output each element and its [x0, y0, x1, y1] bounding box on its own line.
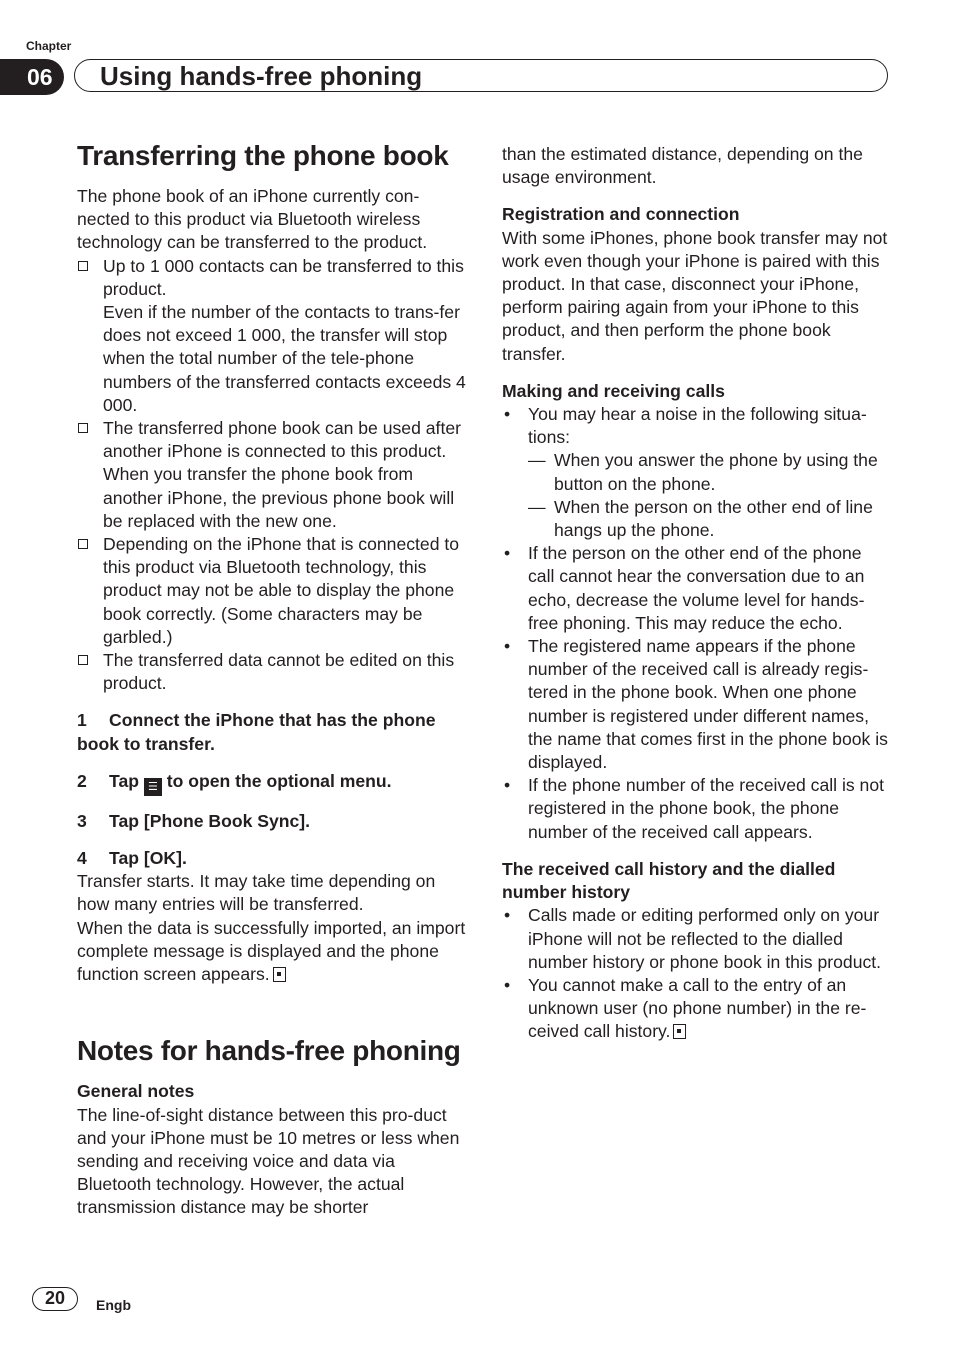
calls-list	[502, 403, 892, 844]
list-item-text: You cannot make a call to the entry of an unknown user (no phone number) in the re-ceived call history.	[528, 974, 867, 1042]
checklist-item: Depending on the iPhone that is connected to this product via Bluetooth technology, this product may not be able to display the phone book correctly. (Some characters may be garbled.)	[77, 533, 467, 649]
checklist-item: The transferred phone book can be used after another iPhone is connected to this product. When you transfer the phone book from another iPhone, the previous phone book will be replaced with the new one.	[77, 417, 467, 533]
calls-heading: Making and receiving calls	[502, 380, 725, 401]
registration-heading: Registration and connection	[502, 204, 740, 225]
left-column	[77, 139, 467, 1220]
history-list	[502, 904, 892, 1043]
situations-list	[528, 449, 892, 542]
checklist-item	[77, 255, 467, 417]
section-title-notes: Notes for hands-free phoning	[77, 1035, 461, 1067]
step-4-result	[77, 917, 467, 987]
step-number: 4	[77, 848, 87, 869]
page-language: Engb	[96, 1297, 131, 1313]
step-number: 1	[77, 710, 87, 731]
general-notes-heading: General notes	[77, 1081, 195, 1102]
list-item: • Calls made or editing performed only on your iPhone will not be reflected to the dialled number history or phone book in this product.	[502, 904, 892, 974]
chapter-title: Using hands-free phoning	[100, 61, 423, 91]
step-4-result-text: When the data is successfully imported, an import complete message is displayed and the phone function screen appears.	[77, 917, 466, 985]
list-item	[502, 974, 892, 1044]
list-item	[502, 403, 892, 542]
list-item: • If the phone number of the received call is not registered in the phone book, the phone number of the received call appears.	[502, 774, 892, 844]
checklist-item-extra: Even if the number of the contacts to trans-fer does not exceed 1 000, the transfer will stop when the total number of the tele-phone numbers of the transferred contacts exceeds 4 000.	[103, 302, 466, 415]
section-title-transferring: Transferring the phone book	[77, 140, 449, 171]
step-4-description: Transfer starts. It may take time depending on how many entries will be transferred.	[77, 871, 436, 915]
page-number: 20	[32, 1287, 78, 1311]
registration-text: With some iPhones, phone book transfer may not work even though your iPhone is paired with this product. In that case, disconnect your iPhone, perform pairing again from your iPhone to this product, and then perform the phone book transfer.	[502, 227, 888, 364]
intro-paragraph: The phone book of an iPhone currently con-nected to this product via Bluetooth wireless technology can be transferred to the product.	[77, 186, 428, 253]
general-notes-text: The line-of-sight distance between this pro-duct and your iPhone must be 10 metres or less when sending and receiving voice and data via Bluetooth technology. However, the actual transmission distance may be shorter	[77, 1104, 460, 1218]
step-2	[77, 770, 467, 796]
checklist-item-text: Up to 1 000 contacts can be transferred to this product.	[103, 255, 464, 299]
step-4	[77, 847, 467, 870]
menu-icon: ☰	[144, 778, 162, 796]
history-heading: The received call history and the dialled number history	[502, 858, 836, 903]
dash-item: — When you answer the phone by using the button on the phone.	[528, 449, 892, 495]
right-column	[502, 143, 892, 1044]
checklist-item: The transferred data cannot be edited on this product.	[77, 649, 467, 695]
end-mark-icon	[273, 967, 286, 982]
step-text: Tap	[109, 770, 139, 791]
step-3	[77, 810, 467, 833]
step-1	[77, 709, 467, 755]
step-text: Connect the iPhone that has the phone book to transfer.	[77, 710, 436, 754]
transfer-notes-list	[77, 255, 467, 696]
continued-text: than the estimated distance, depending on the usage environment.	[502, 144, 863, 188]
step-text: Tap [OK].	[109, 848, 187, 869]
list-item: • The registered name appears if the phone number of the received call is already regis-tered in the phone book. When one phone number is registered under different names, the name that comes first in the phone book is displayed.	[502, 635, 892, 774]
end-mark-icon	[673, 1024, 686, 1039]
chapter-label: Chapter	[26, 39, 72, 53]
step-text: Tap [Phone Book Sync].	[109, 810, 311, 831]
chapter-number-badge: 06	[0, 59, 64, 95]
list-item: • If the person on the other end of the phone call cannot hear the conversation due to an echo, decrease the volume level for hands-free phoning. This may reduce the echo.	[502, 542, 892, 635]
step-text: to open the optional menu.	[166, 770, 392, 791]
dash-item: — When the person on the other end of line hangs up the phone.	[528, 496, 892, 542]
list-item-text: You may hear a noise in the following situa-tions:	[528, 404, 867, 448]
step-number: 3	[77, 810, 87, 831]
step-number: 2	[77, 770, 87, 791]
